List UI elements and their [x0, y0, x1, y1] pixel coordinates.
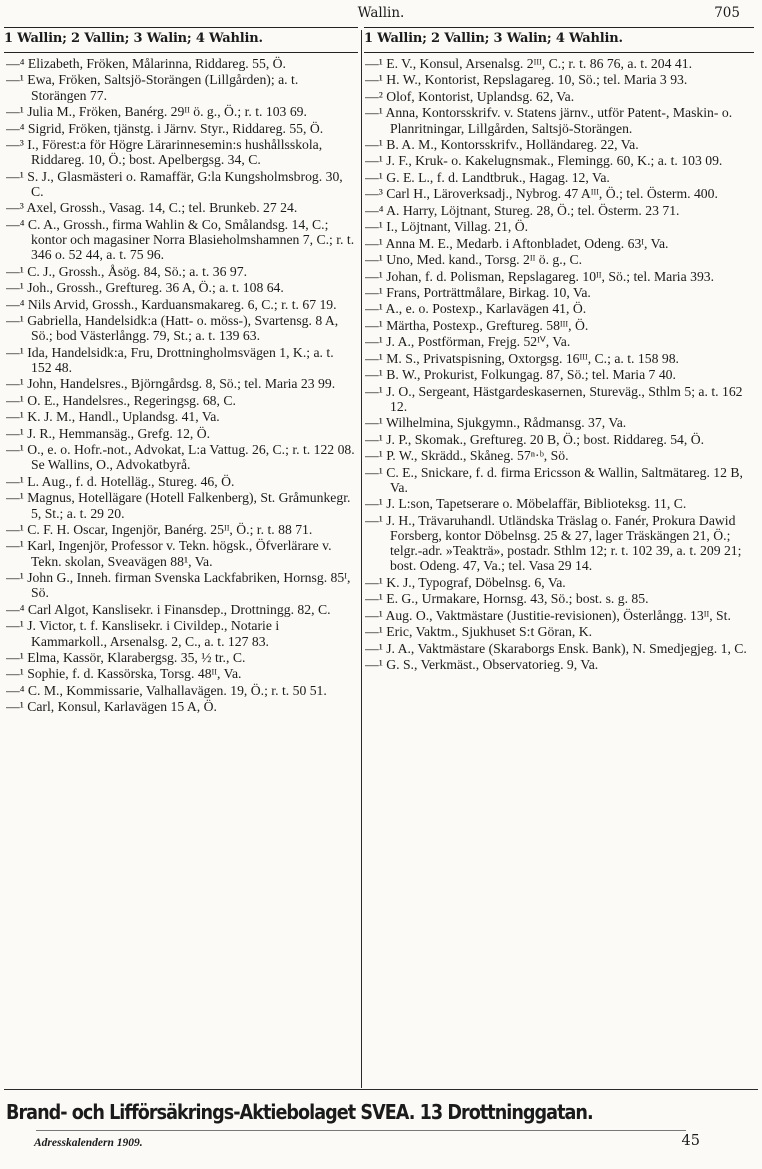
directory-entry: —¹ C. E., Snickare, f. d. firma Ericsson & Wallin, Saltmätareg. 12 B, Va.	[365, 464, 743, 495]
directory-entry: —¹ E. V., Konsul, Arsenalsg. 2ᴵᴵᴵ, C.; r. t. 86 76, a. t. 204 41.	[365, 56, 692, 71]
directory-entry: —¹ Eric, Vaktm., Sjukhuset S:t Göran, K.	[365, 624, 593, 640]
directory-entry: —¹ J. H., Trävaruhandl. Utländska Träslag o. Fanér, Prokura Dawid Forsberg, kontor Döbelnsg. 25 & 27, lager Träskängen 21, Ö.; telgr.-adr. »Teakträ», postadr. Sthlm 12; r. t. 102 39, a. t. 209 21; bost. Odeng. 47, Va.; tel. Vasa 29 14.	[365, 512, 742, 574]
directory-entry: —¹ Magnus, Hotellägare (Hotell Falkenberg), St. Gråmunkegr. 5, St.; a. t. 29 20.	[6, 490, 351, 521]
left-column-heading: 1 Wallin; 2 Vallin; 3 Walin; 4 Wahlin.	[4, 27, 358, 53]
directory-entry: —¹ Karl, Ingenjör, Professor v. Tekn. högsk., Öfverlärare v. Tekn. skolan, Sveavägen 88¹, Va.	[6, 538, 332, 569]
directory-entry: —¹ C. J., Grossh., Åsög. 84, Sö.; a. t. 36 97.	[6, 263, 247, 279]
directory-entry: —¹ Frans, Porträttmålare, Birkag. 10, Va.	[365, 284, 591, 300]
directory-entry: —¹ Wilhelmina, Sjukgymn., Rådmansg. 37, Va.	[365, 415, 627, 431]
directory-entry: —¹ Johan, f. d. Polisman, Repslagareg. 10ᴵᴵ, Sö.; tel. Maria 393.	[365, 268, 715, 284]
directory-entry: —³ Carl H., Läroverksadj., Nybrog. 47 Aᴵᴵᴵ, Ö.; tel. Österm. 400.	[365, 186, 718, 202]
directory-entry: —¹ I., Löjtnant, Villag. 21, Ö.	[365, 219, 529, 235]
directory-entry: —¹ Anna M. E., Medarb. i Aftonbladet, Odeng. 63ᴵ, Va.	[365, 235, 669, 251]
directory-entry: —¹ Carl, Konsul, Karlavägen 15 A, Ö.	[6, 699, 217, 715]
directory-entry: —¹ John, Handelsres., Björngårdsg. 8, Sö.; tel. Maria 23 99.	[6, 376, 336, 392]
directory-entry: —⁴ C. M., Kommissarie, Valhallavägen. 19, Ö.; r. t. 50 51.	[6, 682, 327, 698]
left-column	[6, 56, 356, 1086]
publication-footer: Adresskalendern 1909.	[34, 1137, 143, 1149]
right-column-heading: 1 Wallin; 2 Vallin; 3 Walin; 4 Wahlin.	[364, 27, 754, 53]
directory-entry: —⁴ Nils Arvid, Grossh., Karduansmakareg. 6, C.; r. t. 67 19.	[6, 296, 337, 312]
directory-entry: —¹ J. R., Hemmansäg., Grefg. 12, Ö.	[6, 425, 211, 441]
directory-entry: —¹ J. A., Vaktmästare (Skaraborgs Ensk. Bank), N. Smedjegjeg. 1, C.	[365, 640, 747, 656]
directory-entry: —¹ M. S., Privatspisning, Oxtorgsg. 16ᴵᴵᴵ, C.; a. t. 158 98.	[365, 350, 679, 366]
advertisement-banner: Brand- och Lifförsäkrings-Aktiebolaget SVEA. 13 Drottninggatan.	[6, 1100, 593, 1124]
directory-entry: —¹ J. O., Sergeant, Hästgardeskasernen, Stureväg., Sthlm 5; a. t. 162 12.	[365, 383, 743, 414]
directory-entry: —¹ G. S., Verkmäst., Observatorieg. 9, Va.	[365, 657, 599, 673]
directory-entry: —¹ L. Aug., f. d. Hotelläg., Stureg. 46, Ö.	[6, 473, 235, 489]
directory-entry: —¹ Uno, Med. kand., Torsg. 2ᴵᴵ ö. g., C.	[365, 252, 583, 268]
directory-entry: —¹ C. F. H. Oscar, Ingenjör, Banérg. 25ᴵᴵ, Ö.; r. t. 88 71.	[6, 522, 313, 537]
directory-entry: —⁴ Elizabeth, Fröken, Målarinna, Riddareg. 55, Ö.	[6, 56, 286, 71]
page-number: 705	[714, 5, 740, 21]
directory-entry: —¹ Aug. O., Vaktmästare (Justitie-revisionen), Österlångg. 13ᴵᴵ, St.	[365, 607, 731, 623]
directory-entry: —¹ B. W., Prokurist, Folkungag. 87, Sö.; tel. Maria 7 40.	[365, 367, 676, 383]
directory-entry: —¹ P. W., Skrädd., Skåneg. 57ⁿ·ᵇ, Sö.	[365, 448, 569, 464]
page-title: Wallin.	[357, 5, 405, 21]
directory-entry: —³ Axel, Grossh., Vasag. 14, C.; tel. Brunkeb. 27 24.	[6, 200, 298, 216]
directory-entry: —¹ J. L:son, Tapetserare o. Möbelaffär, Biblioteksg. 11, C.	[365, 496, 687, 512]
directory-entry: —¹ K. J., Typograf, Döbelnsg. 6, Va.	[365, 574, 566, 590]
directory-entry: —¹ Sophie, f. d. Kassörska, Torsg. 48ᴵᴵ, Va.	[6, 666, 242, 682]
directory-entry: —³ I., Förest:a för Högre Lärarinnesemin:s hushållsskola, Riddareg. 10, Ö.; bost. Apelbergsg. 34, C.	[6, 137, 323, 168]
directory-entry: —⁴ A. Harry, Löjtnant, Stureg. 28, Ö.; tel. Österm. 23 71.	[365, 202, 680, 218]
directory-entry: —¹ Anna, Kontorsskrifv. v. Statens järnv., utför Patent-, Maskin- o. Planritningar, Lillgården, Saltsjö-Storängen.	[365, 105, 733, 136]
directory-entry: —¹ O., e. o. Hofr.-not., Advokat, L:a Vattug. 26, C.; r. t. 122 08. Se Wallins, O., Advokatbyrå.	[6, 442, 355, 473]
right-column	[365, 56, 755, 1086]
directory-entry: —¹ J. A., Postförman, Frejg. 52ᴵⱽ, Va.	[365, 334, 571, 350]
running-head	[0, 2, 762, 24]
directory-entry: —¹ S. J., Glasmästeri o. Ramaffär, G:la Kungsholmsbrog. 30, C.	[6, 168, 343, 199]
directory-entry: —¹ E. G., Urmakare, Hornsg. 43, Sö.; bost. s. g. 85.	[365, 591, 649, 607]
directory-entry: —¹ Elma, Kassör, Klarabergsg. 35, ½ tr., C.	[6, 649, 246, 665]
directory-entry: —¹ J. Victor, t. f. Kanslisekr. i Civildep., Notarie i Kammarkoll., Arsenalsg. 2, C., a. t. 127 83.	[6, 618, 280, 649]
signature-mark: 45	[681, 1133, 700, 1149]
directory-entry: —¹ G. E. L., f. d. Landtbruk., Hagag. 12, Va.	[365, 169, 610, 185]
directory-entry: —⁴ C. A., Grossh., firma Wahlin & Co, Smålandsg. 14, C.; kontor och magasiner Norra Blasieholmshamnen 7, C.; r. t. 346 o. 52 44, a. t. 75 96.	[6, 216, 355, 263]
directory-entry: —² Olof, Kontorist, Uplandsg. 62, Va.	[365, 88, 575, 104]
directory-entry: —¹ Ida, Handelsidk:a, Fru, Drottningholmsvägen 1, K.; a. t. 152 48.	[6, 344, 334, 375]
advertisement-rule	[36, 1130, 686, 1131]
directory-entry: —¹ Märtha, Postexp., Greftureg. 58ᴵᴵᴵ, Ö.	[365, 317, 589, 333]
directory-entry: —¹ J. P., Skomak., Greftureg. 20 B, Ö.; bost. Riddareg. 54, Ö.	[365, 431, 705, 447]
directory-entry: —¹ O. E., Handelsres., Regeringsg. 68, C.	[6, 392, 236, 408]
directory-entry: —⁴ Sigrid, Fröken, tjänstg. i Järnv. Styr., Riddareg. 55, Ö.	[6, 120, 324, 136]
directory-entry: —¹ J. F., Kruk- o. Kakelugnsmak., Flemingg. 60, K.; a. t. 103 09.	[365, 153, 723, 169]
directory-entry: —⁴ Carl Algot, Kanslisekr. i Finansdep., Drottningg. 82, C.	[6, 601, 331, 617]
directory-entry: —¹ Gabriella, Handelsidk:a (Hatt- o. möss-), Svartensg. 8 A, Sö.; bod Västerlångg. 79, St.; a. t. 139 63.	[6, 313, 339, 344]
directory-entry: —¹ K. J. M., Handl., Uplandsg. 41, Va.	[6, 409, 220, 425]
directory-entry: —¹ Ewa, Fröken, Saltsjö-Storängen (Lillgården); a. t. Storängen 77.	[6, 72, 299, 103]
directory-entry: —¹ A., e. o. Postexp., Karlavägen 41, Ö.	[365, 301, 587, 317]
directory-entry: —¹ Joh., Grossh., Greftureg. 36 A, Ö.; a. t. 108 64.	[6, 280, 284, 296]
directory-entry: —¹ Julia M., Fröken, Banérg. 29ᴵᴵ ö. g., Ö.; r. t. 103 69.	[6, 104, 307, 120]
directory-entry: —¹ B. A. M., Kontorsskrifv., Holländareg. 22, Va.	[365, 137, 639, 152]
column-divider	[361, 30, 362, 1088]
bottom-rule	[4, 1089, 758, 1090]
directory-entry: —¹ John G., Inneh. firman Svenska Lackfabriken, Hornsg. 85ᴵ, Sö.	[6, 570, 351, 601]
directory-entry: —¹ H. W., Kontorist, Repslagareg. 10, Sö.; tel. Maria 3 93.	[365, 72, 688, 88]
